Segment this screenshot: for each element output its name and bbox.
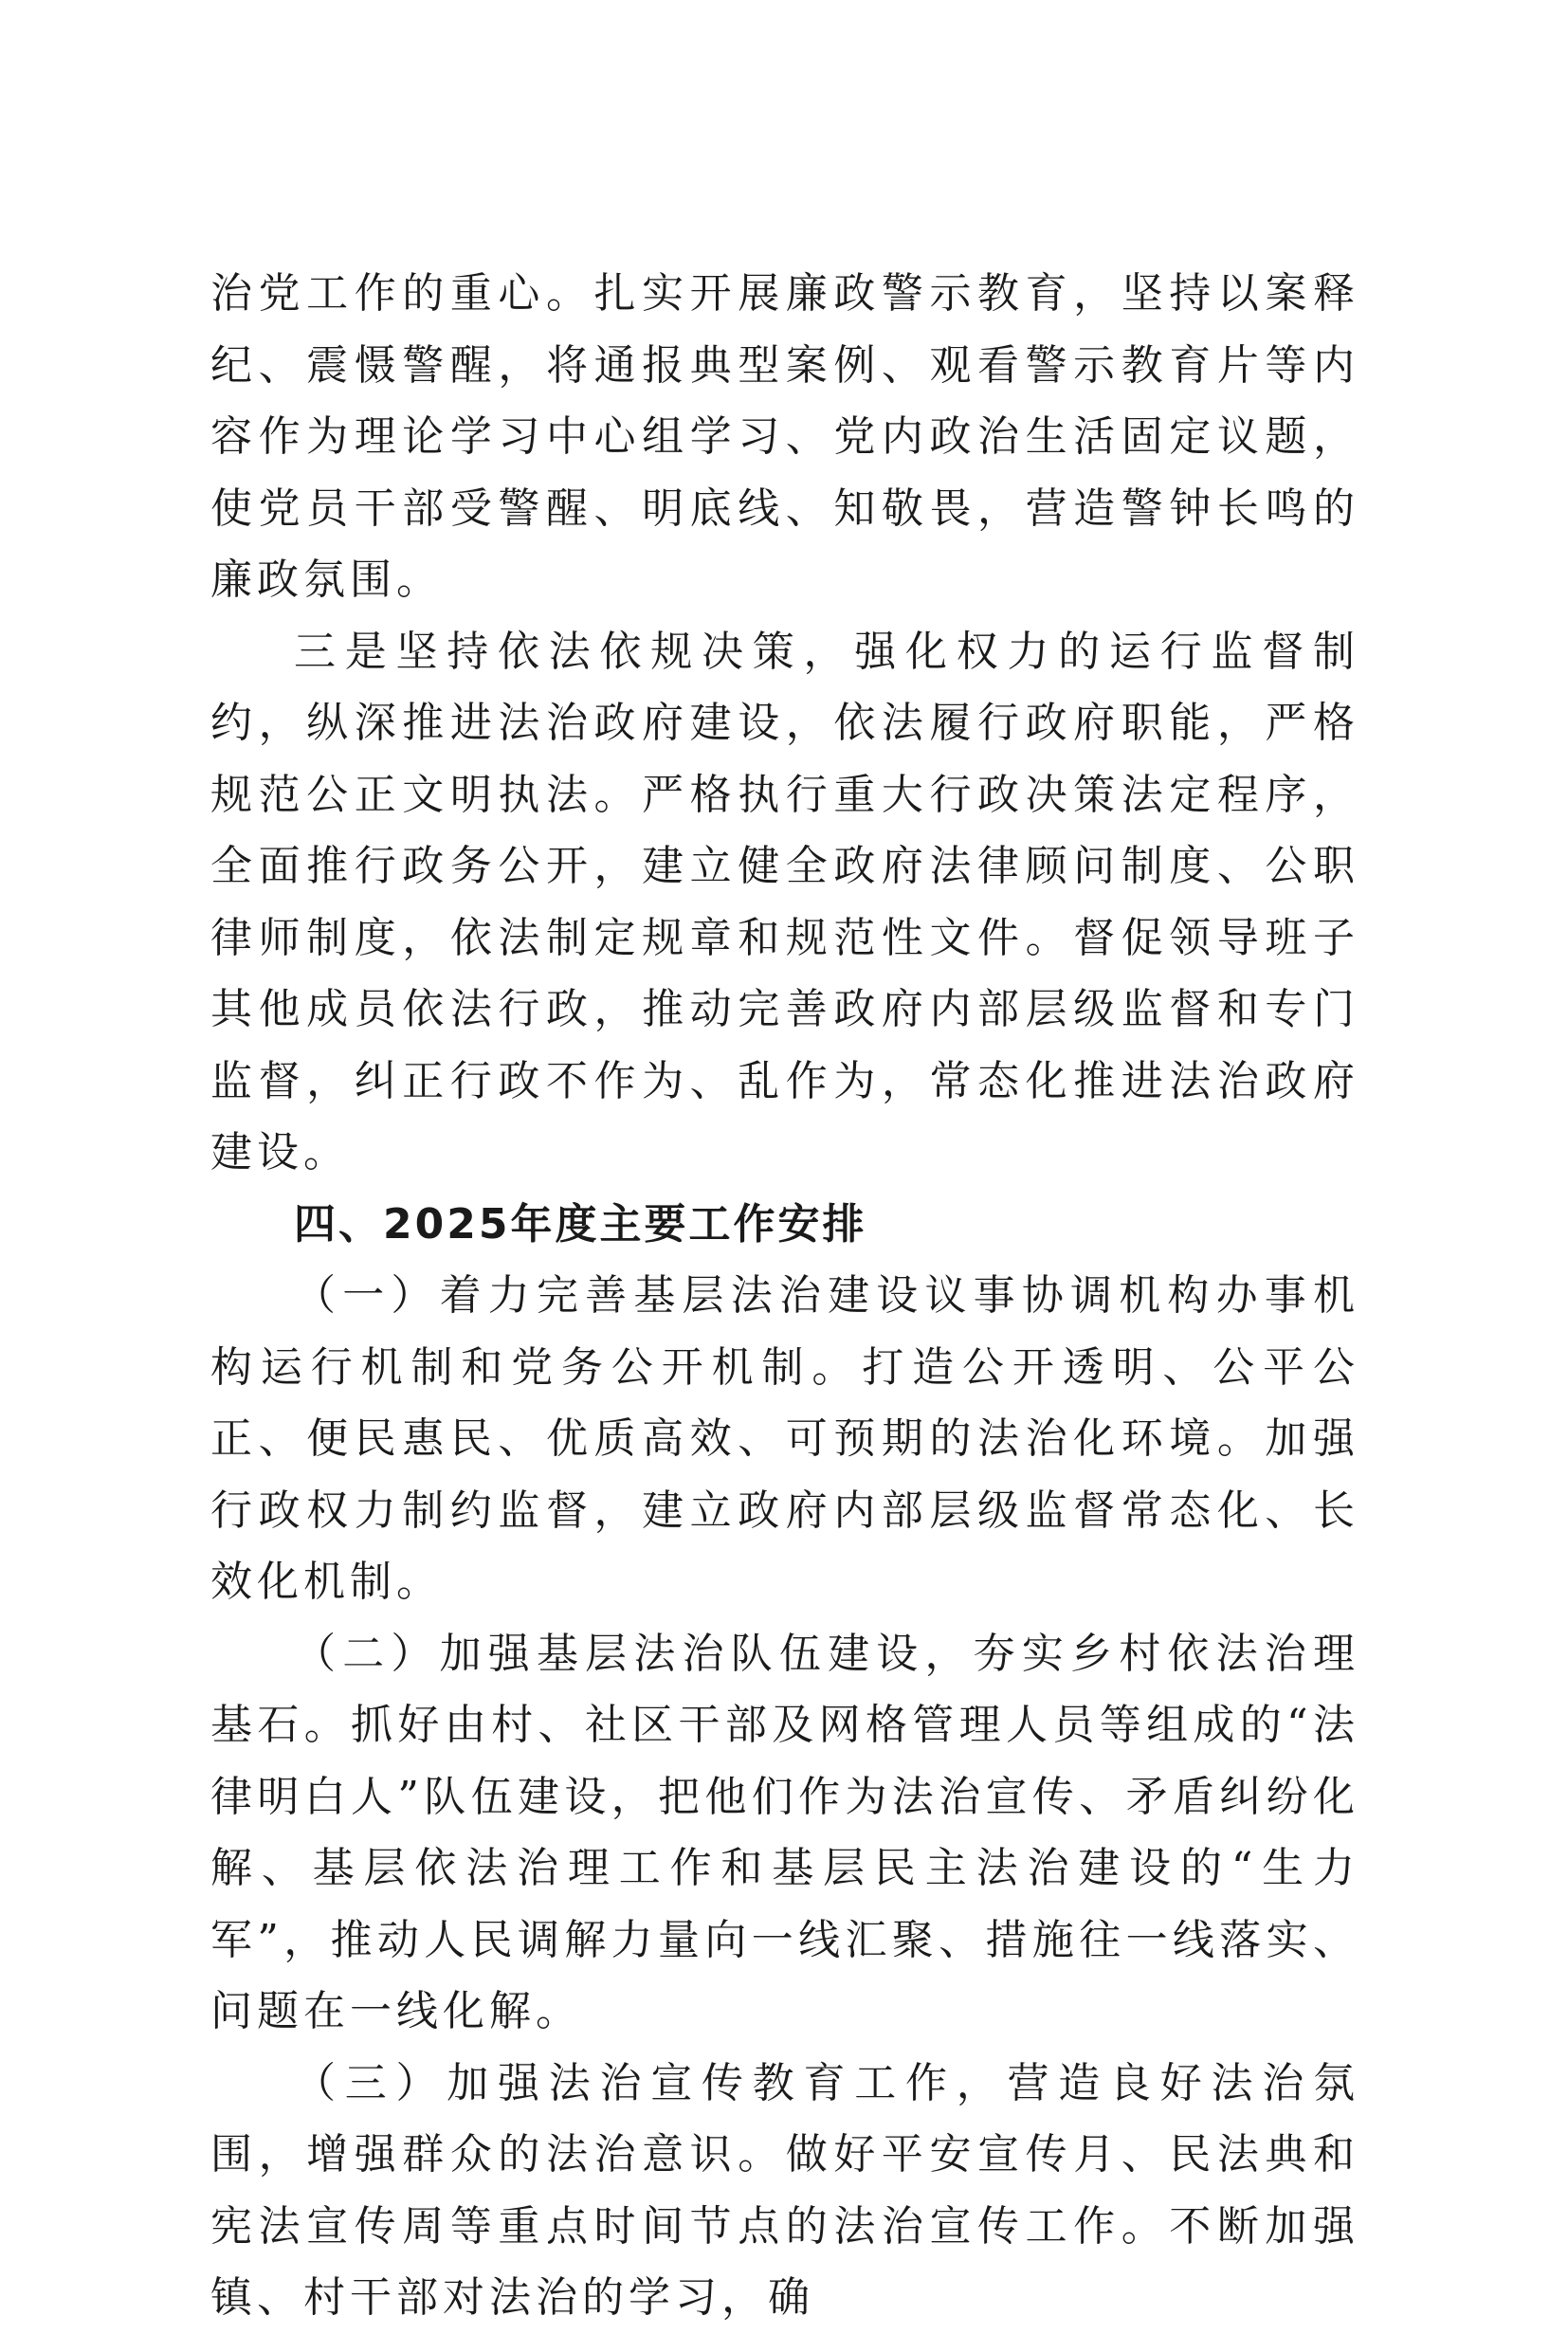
paragraph-sub-three: （三）加强法治宣传教育工作，营造良好法治氛围，增强群众的法治意识。做好平安宣传月、民法典和宪法宣传周等重点时间节点的法治宣传工作。不断加强镇、村干部对法治的学习，确: [210, 2058, 1359, 2322]
paragraph-sub-two: （二）加强基层法治队伍建设，夯实乡村依法治理基石。抓好由村、社区干部及网格管理人员等组成的“法律明白人”队伍建设，把他们作为法治宣传、矛盾纠纷化解、基层依法治理工作和基层民主法治建设的“生力军”，推动人民调解力量向一线汇聚、措施往一线落实、问题在一线化解。: [210, 1629, 1359, 2035]
paragraph-sub-one: （一）着力完善基层法治建设议事协调机构办事机构运行机制和党务公开机制。打造公开透明、公平公正、便民惠民、优质高效、可预期的法治化环境。加强行政权力制约监督，建立政府内部层级监督常态化、长效化机制。: [210, 1271, 1359, 1606]
paragraph-continuation: 治党工作的重心。扎实开展廉政警示教育，坚持以案释纪、震慑警醒，将通报典型案例、观看警示教育片等内容作为理论学习中心组学习、党内政治生活固定议题，使党员干部受警醒、明底线、知敬畏，营造警钟长鸣的廉政氛围。: [210, 269, 1359, 604]
section-heading-four: 四、2025年度主要工作安排: [294, 1199, 867, 1249]
document-body: [210, 258, 1359, 2334]
paragraph-item-three: 三是坚持依法依规决策，强化权力的运行监督制约，纵深推进法治政府建设，依法履行政府职能，严格规范公正文明执法。严格执行重大行政决策法定程序，全面推行政务公开，建立健全政府法律顾问制度、公职律师制度，依法制定规章和规范性文件。督促领导班子其他成员依法行政，推动完善政府内部层级监督和专门监督，纠正行政不作为、乱作为，常态化推进法治政府建设。: [210, 627, 1359, 1176]
